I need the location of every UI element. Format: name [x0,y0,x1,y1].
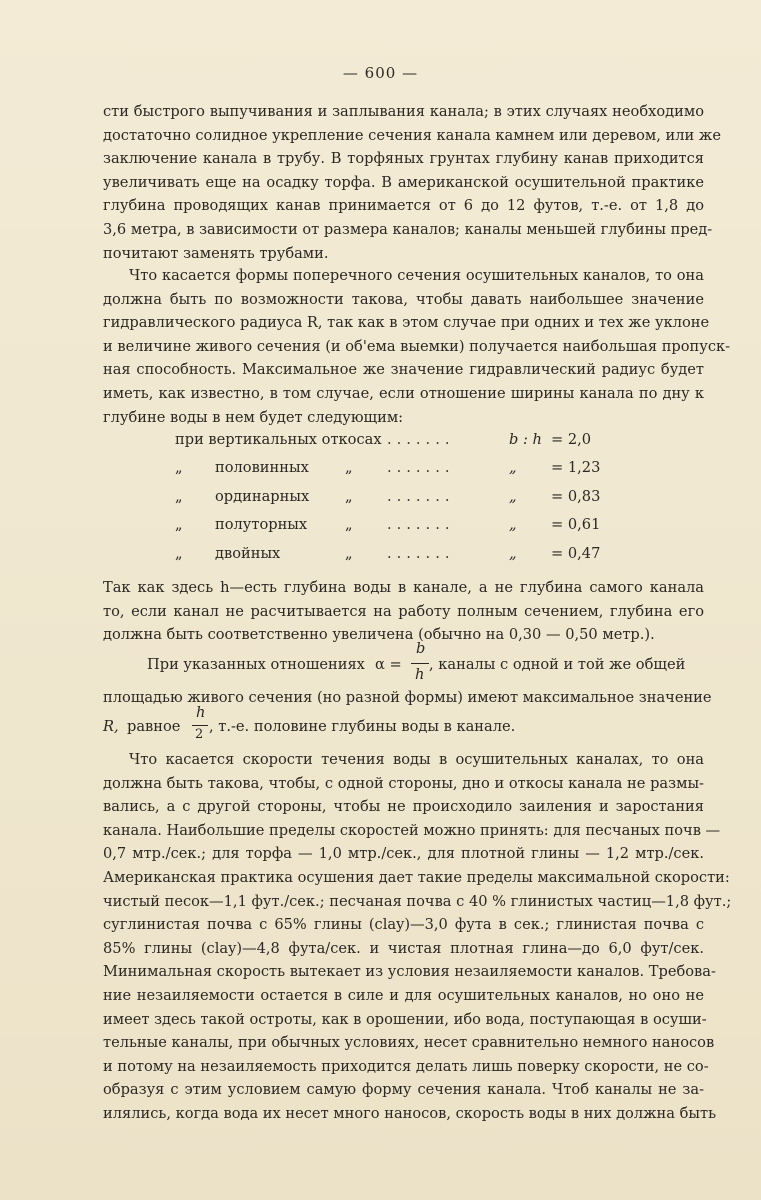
ditto-mark: „ [175,516,183,534]
text-line: гидравлического радиуса R, так как в этом случае при одних и тех же уклоне [103,314,710,332]
text-line: то, если канал не расчитывается на работу полным сечением, глубина его [103,602,704,620]
ditto-mark: „ [345,459,353,477]
text-line: должна быть такова, чтобы, с одной стороны, дно и откосы канала не размы- [103,774,704,792]
paragraph-3 [103,576,704,647]
table-row [175,540,615,568]
ditto-mark: „ [175,544,183,562]
text-line: ная способность. Максимальное же значение гидравлический радиус будет [103,361,704,379]
table-row [175,426,615,454]
text-line: 3,6 метра, в зависимости от размера каналов; каналы меньшей глубины пред- [103,220,713,238]
text-line: и величине живого сечения (и об'ема выемки) получается наибольшая пропуск- [103,337,731,355]
text-line: имеет здесь такой остроты, как в орошении, ибо вода, поступающая в осуши- [103,1010,707,1028]
table-row [175,511,615,539]
row-label: двойных [215,544,281,562]
text-line: тельные каналы, при обычных условиях, несет сравнительно немного наносов [103,1034,715,1052]
formula-rest-text: , каналы с одной и той же общей [429,656,686,673]
fraction-numerator: h [196,704,206,721]
ditto-mark: „ [175,487,183,505]
text-line: площадью живого сечения (но разной формы) имеют максимальное значение [103,689,712,706]
text-line: канала. Наибольшие пределы скоростей можно принять: для песчаных почв — [103,821,721,839]
text-line: должна быть по возможности такова, чтобы давать наибольшее значение [103,290,704,308]
row-value: = 0,61 [551,516,601,534]
formula-lead-text: равное [127,718,181,735]
text-line: 85% глины (clay)—4,8 фута/сек. и чистая плотная глина—до 6,0 фут/сек. [103,939,704,957]
paragraph-2 [103,264,731,429]
paragraph-velocity [103,748,732,1126]
formula-rest-text: , т.-е. половине глубины воды в канале. [209,718,516,735]
row-value: = 2,0 [551,431,592,448]
ditto-mark: „ [509,544,517,562]
table-row [175,483,615,511]
text-line: заключение канала в трубу. В торфяных грунтах глубину канав приходится [103,150,704,168]
fraction-bar [411,663,429,664]
fraction-denominator: h [415,666,425,683]
text-line: чистый песок—1,1 фут./сек.; песчаная почва с 40 % глинистых частиц—1,8 фут.; [103,892,732,910]
text-line: суглинистая почва с 65% глины (clay)—3,0 фута в сек.; глинистая почва с [103,916,704,934]
ditto-mark: „ [509,487,517,505]
paragraph-half-depth [103,700,704,744]
text-line: Минимальная скорость вытекает из условия незаиляемости каналов. Требова- [103,963,716,981]
ditto-mark: „ [509,459,517,477]
page-number: — 600 — [342,64,419,82]
leader-dots: ....... [387,487,455,505]
text-line: 0,7 мтр./сек.; для торфа — 1,0 мтр./сек., для плотной глины — 1,2 мтр./сек. [103,845,704,863]
ditto-mark: „ [345,487,353,505]
leader-dots: ....... [387,544,455,562]
fraction-numerator: b [416,640,426,657]
ditto-mark: „ [509,516,517,534]
text-line: увеличивать еще на осадку торфа. В американской осушительной практике [103,173,704,191]
row-value: = 0,83 [551,487,601,505]
leader-dots: ....... [387,431,455,448]
row-label: при вертикальных откосах [175,431,382,448]
text-line: ние незаиляемости остается в силе и для осушительных каналов, но оно не [103,986,704,1004]
text-line: Что касается скорости течения воды в осушительных каналах, то она [129,751,704,768]
ditto-mark: „ [345,516,353,534]
alpha-symbol: α = [375,656,402,673]
ditto-mark: „ [175,459,183,477]
row-value: = 0,47 [551,544,601,562]
row-value: = 1,23 [551,459,601,477]
text-line: достаточно солидное укрепление сечения канала камнем или деревом, или же [103,126,721,144]
row-label: ординарных [215,487,310,505]
text-line: илялись, когда вода их несет много наносов, скорость воды в них должна быть [103,1104,717,1122]
leader-dots: ....... [387,459,455,477]
text-line: Так как здесь h—есть глубина воды в канале, а не глубина самого канала [103,579,704,596]
text-line: Что касается формы поперечного сечения осушительных каналов, то она [129,267,704,284]
fraction-bar [192,725,208,726]
ratio-symbol: b : h [509,431,542,448]
leader-dots: ....... [387,516,455,534]
formula-lead-text: При указанных отношениях [147,656,365,673]
slope-ratio-table [175,426,615,568]
radius-symbol: R, [103,718,119,735]
text-line: глубине воды в нем будет следующим: [103,408,404,426]
ditto-mark: „ [345,544,353,562]
paragraph-1 [103,100,721,265]
text-line: глубина проводящих канав принимается от 6 до 12 футов, т.-е. от 1,8 до [103,197,704,215]
text-line: и потому на незаиляемость приходится делать лишь поверку скорости, не со- [103,1057,709,1075]
text-line: сти быстрого выпучивания и заплывания канала; в этих случаях необходимо [103,103,704,120]
fraction-denominator: 2 [195,727,204,742]
text-line: иметь, как известно, в том случае, если отношение ширины канала по дну к [103,384,704,402]
text-line: Американская практика осушения дает такие пределы максимальной скорости: [103,868,730,886]
row-label: полуторных [215,516,308,534]
text-line: должна быть соответственно увеличена (обычно на 0,30 — 0,50 метр.). [103,626,655,644]
text-line: образуя с этим условием самую форму сечения канала. Чтоб каналы не за- [103,1081,704,1099]
table-row [175,454,615,482]
text-line: почитают заменять трубами. [103,244,329,262]
text-line: вались, а с другой стороны, чтобы не происходило заиления и заростания [103,798,704,816]
row-label: половинных [215,459,309,477]
